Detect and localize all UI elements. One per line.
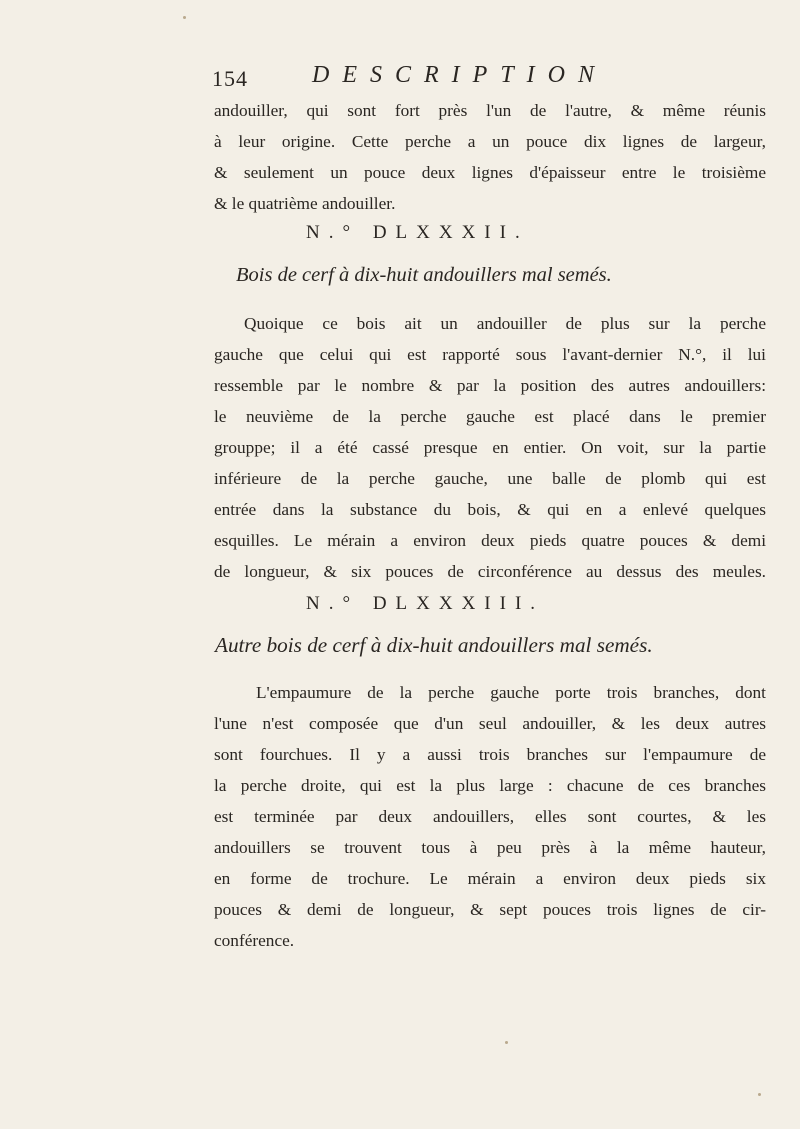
text-line: esquilles. Le mérain a environ deux pieds quatre pouces & demi (214, 531, 766, 550)
entry-paragraph (214, 677, 766, 956)
text-line: la perche droite, qui est la plus large : chacune de ces branches (214, 776, 766, 795)
text-line: est terminée par deux andouillers, elles sont courtes, & les (214, 807, 766, 826)
entry-title: Autre bois de cerf à dix-huit andouillers mal semés. (215, 633, 653, 657)
entry-paragraph (214, 308, 766, 587)
running-title: DESCRIPTION (312, 62, 607, 88)
text-line: ressemble par le nombre & par la position des autres andouillers: (214, 376, 766, 395)
paper-speck (505, 1041, 508, 1044)
entry-number: N.° DLXXXIII. (306, 593, 545, 614)
paper-speck (183, 16, 186, 19)
running-head (212, 62, 682, 98)
text-line: grouppe; il a été cassé presque en entier. On voit, sur la partie (214, 438, 766, 457)
text-line: & le quatrième andouiller. (214, 194, 396, 213)
text-line: Quoique ce bois ait un andouiller de plus sur la perche (244, 314, 766, 333)
text-line: de longueur, & six pouces de circonférence au dessus des meules. (214, 562, 766, 581)
text-line: gauche que celui qui est rapporté sous l'avant-dernier N.°, il lui (214, 345, 766, 364)
text-line: en forme de trochure. Le mérain a environ deux pieds six (214, 869, 766, 888)
text-line: le neuvième de la perche gauche est placé dans le premier (214, 407, 766, 426)
text-line: andouillers se trouvent tous à peu près à la même hauteur, (214, 838, 766, 857)
page-number: 154 (212, 66, 248, 91)
paper-speck (758, 1093, 761, 1096)
text-line: L'empaumure de la perche gauche porte trois branches, dont (256, 683, 766, 702)
text-line: conférence. (214, 931, 295, 950)
text-line: inférieure de la perche gauche, une balle de plomb qui est (214, 469, 766, 488)
text-line: & seulement un pouce deux lignes d'épaisseur entre le troisième (214, 163, 766, 182)
entry-number: N.° DLXXXII. (306, 222, 529, 243)
text-line: l'une n'est composée que d'un seul andouiller, & les deux autres (214, 714, 766, 733)
text-line: andouiller, qui sont fort près l'un de l'autre, & même réunis (214, 101, 766, 120)
text-line: entrée dans la substance du bois, & qui en a enlevé quelques (214, 500, 766, 519)
text-line: sont fourchues. Il y a aussi trois branches sur l'empaumure de (214, 745, 766, 764)
text-line: à leur origine. Cette perche a un pouce dix lignes de largeur, (214, 132, 766, 151)
entry-title: Bois de cerf à dix-huit andouillers mal semés. (236, 264, 612, 286)
continued-paragraph (214, 95, 766, 219)
text-line: pouces & demi de longueur, & sept pouces trois lignes de cir- (214, 900, 766, 919)
